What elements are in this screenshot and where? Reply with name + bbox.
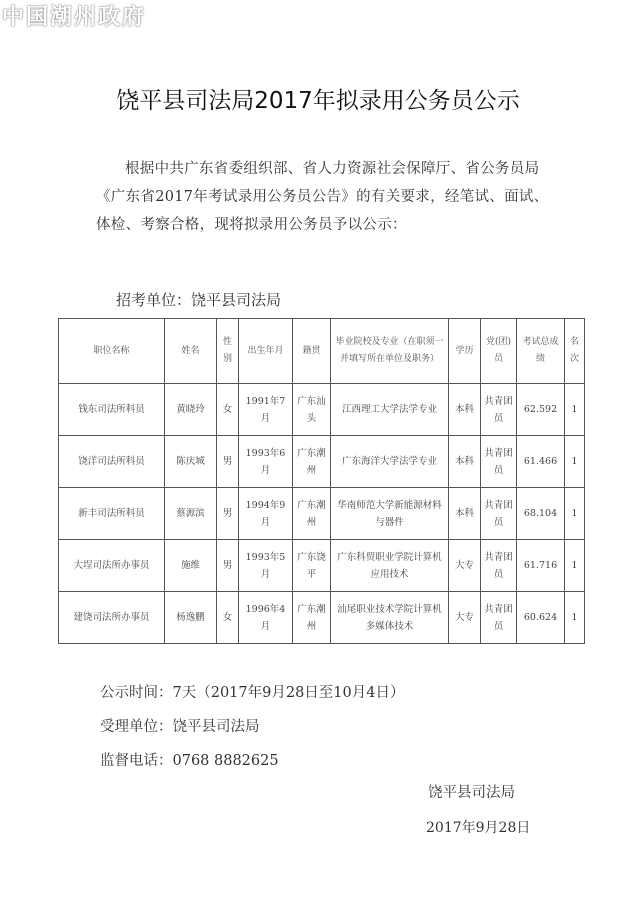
cell-position: 饶洋司法所科员 bbox=[59, 436, 165, 488]
cell-gender: 女 bbox=[217, 384, 239, 436]
table-row bbox=[59, 488, 585, 540]
supervision-phone: 监督电话：0768 8882625 bbox=[100, 753, 279, 769]
notice-period: 公示时间：7天（2017年9月28日至10月4日） bbox=[100, 685, 405, 701]
cell-origin: 广东潮州 bbox=[293, 488, 331, 540]
cell-score: 62.592 bbox=[517, 384, 565, 436]
cell-education: 大专 bbox=[449, 540, 481, 592]
header-school: 毕业院校及专业（在职须一并填写所在单位及职务） bbox=[331, 319, 449, 384]
watermark-logo: 中国潮州政府 bbox=[2, 5, 147, 30]
cell-birth: 1994年9月 bbox=[239, 488, 293, 540]
table-row bbox=[59, 384, 585, 436]
header-score: 考试总成绩 bbox=[517, 319, 565, 384]
cell-name: 杨逸鹏 bbox=[165, 592, 217, 644]
header-name: 姓名 bbox=[165, 319, 217, 384]
cell-rank: 1 bbox=[565, 384, 585, 436]
cell-school: 汕尾职业技术学院计算机多媒体技术 bbox=[331, 592, 449, 644]
receiving-office: 受理单位：饶平县司法局 bbox=[100, 719, 260, 735]
signature-org: 饶平县司法局 bbox=[428, 785, 515, 801]
header-position: 职位名称 bbox=[59, 319, 165, 384]
cell-gender: 男 bbox=[217, 488, 239, 540]
cell-school: 广东科贸职业学院计算机应用技术 bbox=[331, 540, 449, 592]
cell-education: 本科 bbox=[449, 436, 481, 488]
intro-paragraph: 根据中共广东省委组织部、省人力资源社会保障厅、省公务员局《广东省2017年考试录用公务员公告》的有关要求，经笔试、面试、体检、考察合格，现将拟录用公务员予以公示： bbox=[96, 161, 549, 233]
header-party: 党(团)员 bbox=[481, 319, 517, 384]
signature-date: 2017年9月28日 bbox=[426, 820, 531, 836]
cell-score: 61.716 bbox=[517, 540, 565, 592]
cell-party: 共青团员 bbox=[481, 592, 517, 644]
cell-origin: 广东饶平 bbox=[293, 540, 331, 592]
cell-name: 陈庆城 bbox=[165, 436, 217, 488]
cell-score: 61.466 bbox=[517, 436, 565, 488]
cell-position: 新丰司法所科员 bbox=[59, 488, 165, 540]
cell-gender: 女 bbox=[217, 592, 239, 644]
recruiting-unit: 招考单位：饶平县司法局 bbox=[116, 291, 282, 309]
cell-origin: 广东潮州 bbox=[293, 592, 331, 644]
cell-birth: 1993年5月 bbox=[239, 540, 293, 592]
page-title: 饶平县司法局2017年拟录用公务员公示 bbox=[116, 88, 520, 114]
cell-gender: 男 bbox=[217, 540, 239, 592]
cell-party: 共青团员 bbox=[481, 384, 517, 436]
cell-party: 共青团员 bbox=[481, 436, 517, 488]
cell-party: 共青团员 bbox=[481, 540, 517, 592]
cell-name: 施维 bbox=[165, 540, 217, 592]
table-row bbox=[59, 540, 585, 592]
header-education: 学历 bbox=[449, 319, 481, 384]
cell-origin: 广东潮州 bbox=[293, 436, 331, 488]
table-row bbox=[59, 436, 585, 488]
cell-score: 68.104 bbox=[517, 488, 565, 540]
cell-education: 本科 bbox=[449, 384, 481, 436]
cell-origin: 广东汕头 bbox=[293, 384, 331, 436]
cell-school: 江西理工大学法学专业 bbox=[331, 384, 449, 436]
table-row bbox=[59, 592, 585, 644]
header-birth: 出生年月 bbox=[239, 319, 293, 384]
cell-birth: 1993年6月 bbox=[239, 436, 293, 488]
cell-gender: 男 bbox=[217, 436, 239, 488]
cell-school: 广东海洋大学法学专业 bbox=[331, 436, 449, 488]
cell-name: 蔡源滨 bbox=[165, 488, 217, 540]
cell-score: 60.624 bbox=[517, 592, 565, 644]
cell-rank: 1 bbox=[565, 592, 585, 644]
cell-rank: 1 bbox=[565, 436, 585, 488]
cell-birth: 1996年4月 bbox=[239, 592, 293, 644]
cell-rank: 1 bbox=[565, 540, 585, 592]
cell-school: 华南师范大学新能源材料与器件 bbox=[331, 488, 449, 540]
cell-education: 本科 bbox=[449, 488, 481, 540]
cell-position: 大埕司法所办事员 bbox=[59, 540, 165, 592]
header-origin: 籍贯 bbox=[293, 319, 331, 384]
cell-name: 黄晓玲 bbox=[165, 384, 217, 436]
cell-education: 大专 bbox=[449, 592, 481, 644]
table-header-row bbox=[59, 319, 585, 384]
cell-position: 钱东司法所科员 bbox=[59, 384, 165, 436]
cell-rank: 1 bbox=[565, 488, 585, 540]
cell-birth: 1991年7月 bbox=[239, 384, 293, 436]
header-gender: 性别 bbox=[217, 319, 239, 384]
cell-position: 建饶司法所办事员 bbox=[59, 592, 165, 644]
cell-party: 共青团员 bbox=[481, 488, 517, 540]
candidate-table bbox=[58, 318, 585, 644]
header-rank: 名次 bbox=[565, 319, 585, 384]
